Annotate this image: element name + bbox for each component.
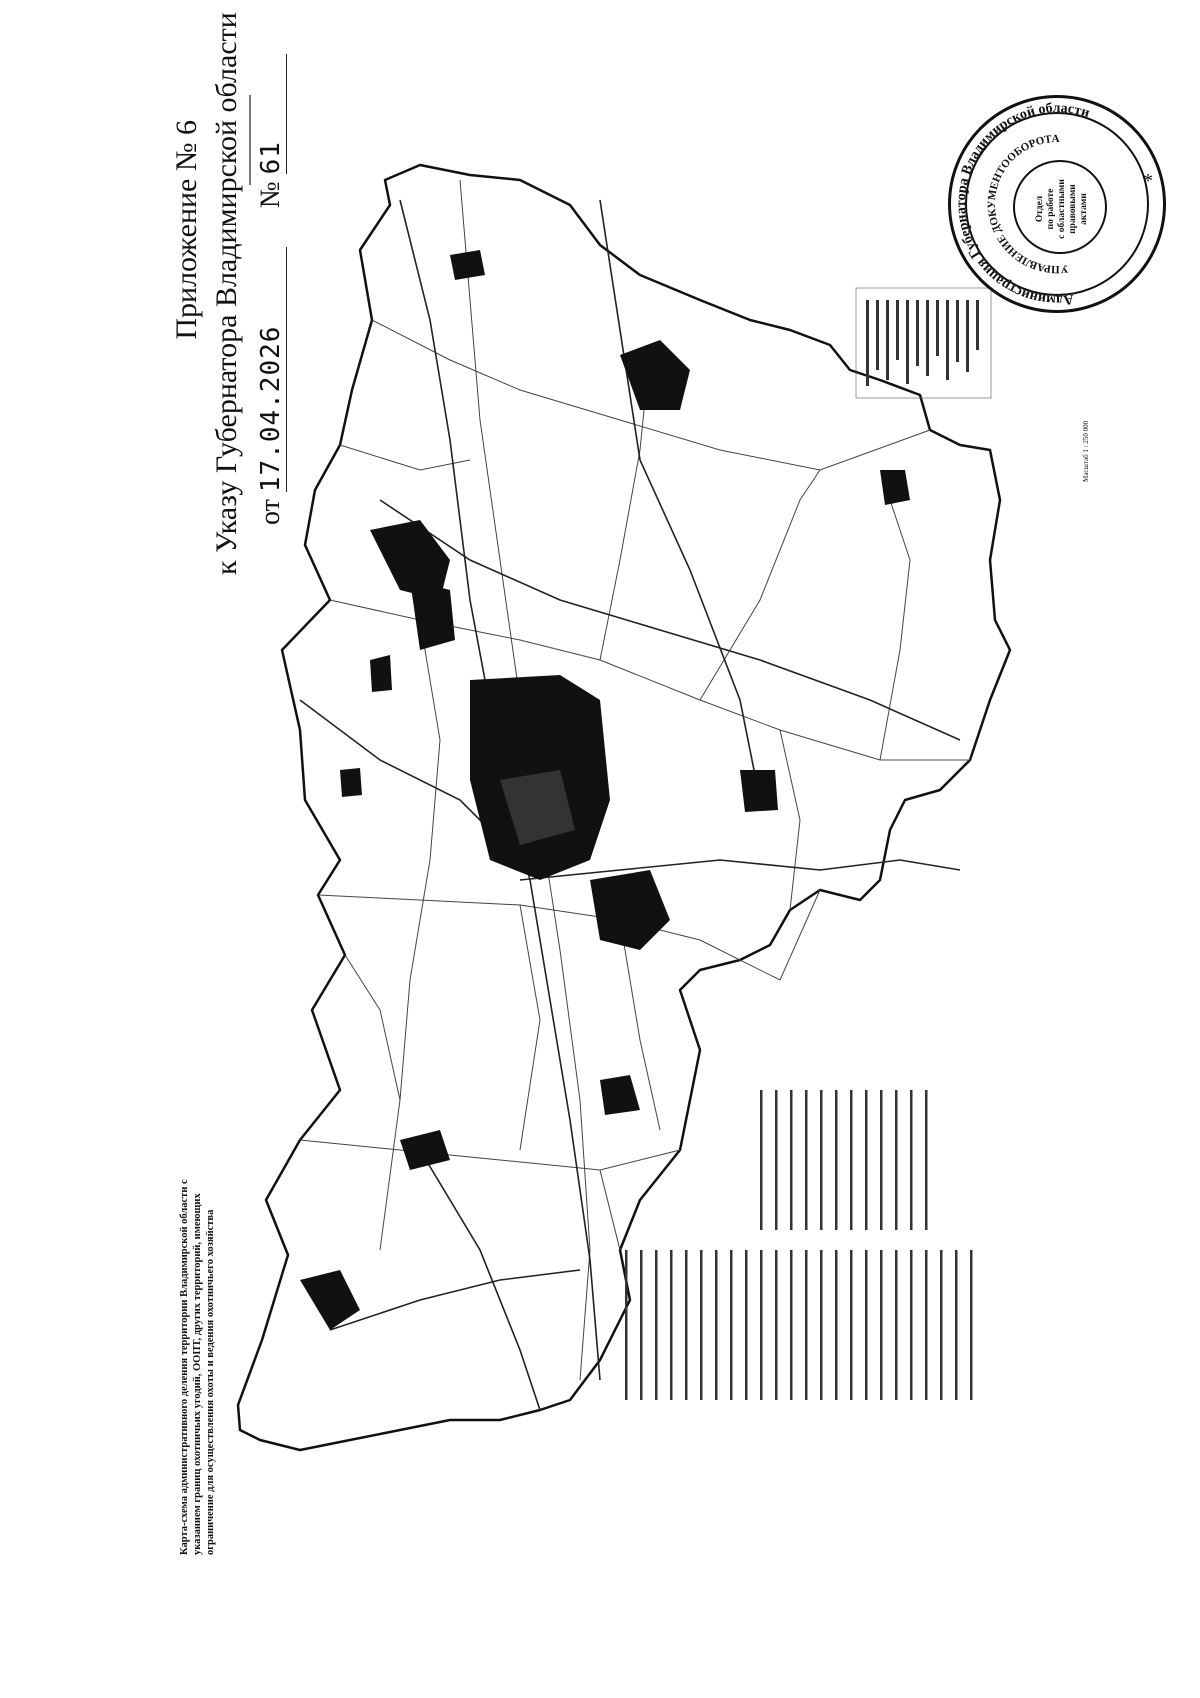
stamp-line: правовыми (1067, 184, 1078, 234)
appendix-number: Приложение № 6 (170, 120, 203, 340)
map-scale: Масштаб 1 : 250 000 (1082, 420, 1090, 482)
stamp-line: с областными (1056, 179, 1067, 239)
stamp-line: Отдел (1034, 195, 1045, 223)
map-title: Карта-схема административного деления территории Владимирской области с указанием границ охотничьих угодий, ООПТ, других территорий, имеющих ограничение для осуществления охоты и ведения охотничьего хозяйства (179, 1179, 216, 1555)
number-prefix: № (255, 181, 286, 209)
decree-number: 61 (256, 54, 287, 174)
decree-date: 17.04.2026 (256, 247, 287, 492)
protected-areas (300, 250, 910, 1330)
stamp-line: по работе (1045, 188, 1056, 230)
stamp-outer-text: Администрация Губернатора Владимирской области (953, 100, 1092, 308)
date-prefix: от (255, 499, 286, 525)
stamp-line: актами (1078, 193, 1089, 225)
decree-date-number-line (255, 105, 287, 525)
stamp-star-icon: * (1143, 170, 1153, 192)
districts-key-list (625, 1090, 973, 1400)
stamp-ring-text (948, 95, 1166, 313)
stamp-inner-text: УПРАВЛЕНИЕ ДОКУМЕНТООБОРОТА (985, 132, 1069, 276)
svg-text:Администрация Губернатора Влад (948, 95, 1125, 313)
appendix-subtitle: к Указу Губернатора Владимирской области (210, 12, 243, 575)
